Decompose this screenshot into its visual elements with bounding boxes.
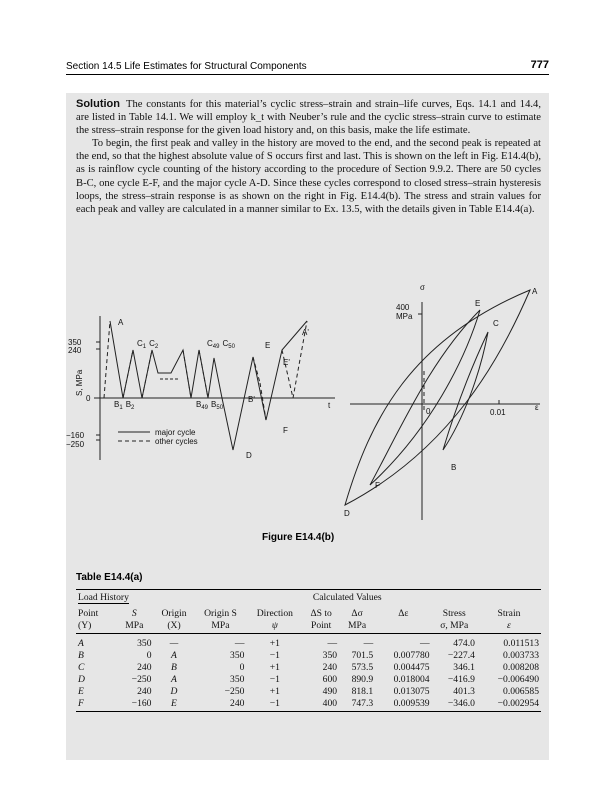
- svg-text:D: D: [344, 509, 350, 518]
- table-caption: Table E14.4(a): [76, 572, 143, 583]
- svg-text:D: D: [246, 451, 252, 460]
- tick-400: 400: [396, 303, 410, 312]
- s-axis-label: S, MPa: [75, 369, 84, 396]
- table-row: D −250 A 350 −1 600 890.9 0.018004 −416.9 −0.006490: [78, 673, 539, 685]
- svg-text:A: A: [118, 318, 124, 327]
- table-row: B 0 A 350 −1 350 701.5 0.007780 −227.4 0.003733: [78, 649, 539, 661]
- t-label: t: [328, 401, 331, 410]
- svg-text:B49B50: $B_{49}$ $B_{50}$: [196, 400, 224, 411]
- svg-text:B': B': [248, 395, 255, 404]
- unit-mpa: MPa: [396, 312, 413, 321]
- svg-text:C49C50: $C_{49}$ $C_{50}$: [207, 339, 235, 350]
- tick-240: 240: [68, 346, 82, 355]
- table-row: F −160 E 240 −1 400 747.3 0.009539 −346.0 −0.002954: [76, 697, 541, 712]
- svg-text:A': A': [302, 328, 309, 337]
- tick-neg250: −250: [66, 440, 85, 449]
- legend-major-cycle: major cycle: [155, 428, 196, 437]
- svg-text:B: B: [451, 463, 457, 472]
- svg-text:B1B2: $B_1$ $B_2$: [114, 400, 135, 411]
- legend-other-cycles: other cycles: [155, 437, 198, 446]
- group-load-history: Load History: [76, 590, 153, 604]
- sigma-label: σ: [420, 283, 425, 292]
- svg-text:C1C2: $C_1$ $C_2$: [137, 339, 159, 350]
- table-row: C 240 B 0 +1 240 573.5 0.004475 346.1 0.008208: [78, 661, 539, 673]
- running-header: [66, 58, 549, 75]
- svg-text:F: F: [283, 426, 288, 435]
- svg-text:F: F: [375, 481, 380, 490]
- svg-text:E': E': [283, 358, 290, 367]
- tick-0: 0: [86, 394, 91, 403]
- svg-text:E: E: [265, 341, 271, 350]
- major-loop-a-d: [345, 290, 530, 505]
- loop-e-f: [370, 310, 480, 485]
- paragraph-1: Solution The constants for this material’s cyclic stress–strain and strain–life curves, Eqs. 14.1 and 14.4, are listed in Table 14.1. We will employ k_t with Neuber’s rule and the cyclic stress–strain curve to estimate the stress–strain response for the given load history and, on this basis, make the life estimate.: [76, 98, 541, 137]
- tick-001: 0.01: [490, 408, 506, 417]
- group-calculated-values: Calculated Values: [153, 590, 541, 604]
- section-title: Section 14.5 Life Estimates for Structural Components: [66, 61, 307, 72]
- header-row-2: (Y) MPa (X) MPa ψ Point MPa σ, MPa ε: [76, 619, 541, 634]
- tick-neg160: −160: [66, 431, 85, 440]
- page-number: 777: [530, 59, 549, 71]
- svg-text:C: C: [493, 319, 499, 328]
- svg-text:E: E: [475, 299, 481, 308]
- data-table: [76, 589, 541, 712]
- origin-label: 0: [426, 407, 431, 416]
- table-row: E 240 D −250 +1 490 818.1 0.013075 401.3 0.006585: [78, 685, 539, 697]
- figure-caption: Figure E14.4(b): [262, 532, 335, 543]
- table-row: A 350 — — +1 — — — 474.0 0.011513: [78, 637, 539, 649]
- paragraph-2: To begin, the first peak and valley in the history are moved to the end, and the second peak is repeated at the end, so that the highest absolute value of S occurs first and last. This is shown on the left in Fig. E14.4(b), as is rainflow cycle counting of the history according to the procedure of Section 9.9.2. There are 50 cycles B-C, one cycle E-F, and the major cycle A-D. Since these cycles correspond to closed stress–strain hysteresis loops, the stress–strain response is as shown on the right in Fig. E14.4(b). The stress and strain values for each peak and valley are calculated in a manner similar to Ex. 13.5, with the details given in Table E14.4(a).: [76, 138, 541, 215]
- solution-label: Solution: [76, 98, 120, 110]
- solution-text: [76, 98, 541, 216]
- tick-350: 350: [68, 338, 82, 347]
- epsilon-label: ε: [535, 403, 539, 412]
- header-row-1: Point S Origin Origin S Direction ΔS to Δσ Δε Stress Strain: [78, 607, 521, 619]
- figure-e14-4b: [66, 280, 550, 530]
- svg-text:A: A: [532, 287, 538, 296]
